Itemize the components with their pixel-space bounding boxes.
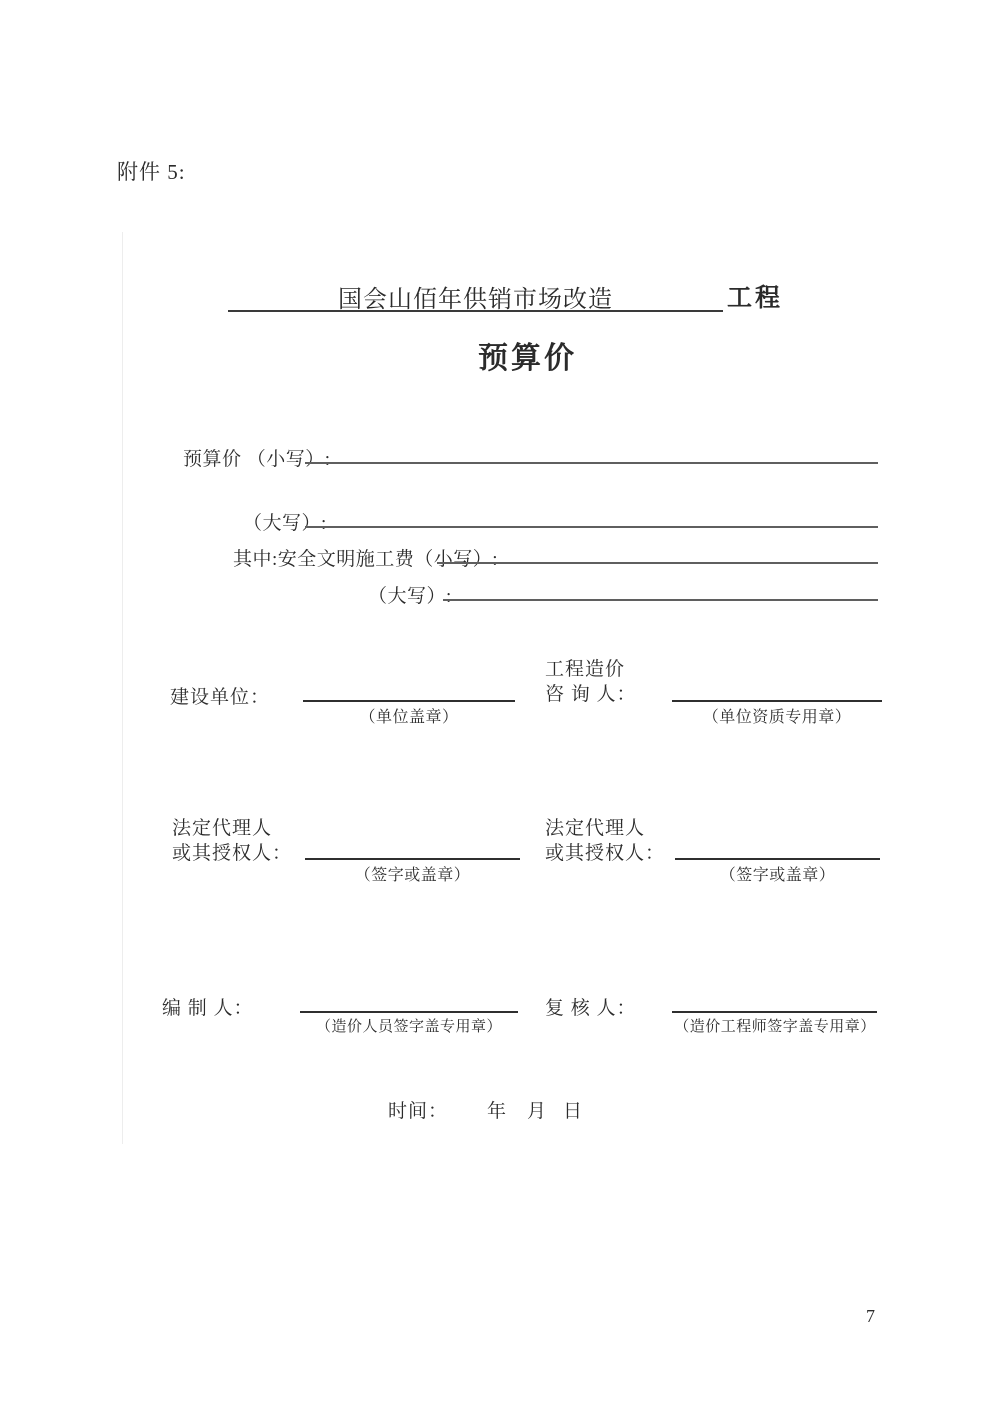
year-unit: 年 bbox=[487, 1101, 508, 1122]
legal-rep-left-caption: （签字或盖章） bbox=[354, 867, 471, 884]
project-name-title: 国会山佰年供销市场改造 bbox=[228, 279, 723, 312]
consultant-signature-line bbox=[672, 700, 882, 702]
day-unit: 日 bbox=[563, 1101, 584, 1122]
builder-signature-line bbox=[303, 700, 515, 702]
attachment-label: 附件 5: bbox=[117, 160, 186, 184]
consultant-caption: （单位资质专用章） bbox=[702, 709, 852, 726]
legal-rep-right-label bbox=[545, 816, 665, 866]
time-label: 时间： bbox=[388, 1101, 449, 1122]
form-subtitle: 预算价 bbox=[478, 342, 577, 375]
builder-caption: （单位盖章） bbox=[359, 709, 459, 726]
budget-price-lowercase-blank bbox=[305, 462, 878, 464]
legal-rep-right-line1: 法定代理人 bbox=[545, 818, 646, 839]
budget-price-uppercase-blank bbox=[305, 526, 878, 528]
builder-label: 建设单位： bbox=[170, 687, 271, 708]
safety-fee-lowercase-label: 其中:安全文明施工费（小写）: bbox=[233, 549, 499, 570]
consultant-label bbox=[545, 657, 637, 707]
legal-rep-right-caption: （签字或盖章） bbox=[719, 867, 836, 884]
form-left-edge bbox=[122, 232, 123, 1144]
title-suffix: 工程 bbox=[727, 285, 784, 312]
reviewer-caption: （造价工程师签字盖专用章） bbox=[674, 1019, 876, 1035]
safety-fee-lowercase-blank bbox=[437, 562, 878, 564]
legal-rep-right-line2: 或其授权人： bbox=[545, 843, 666, 864]
reviewer-signature-line bbox=[672, 1011, 877, 1013]
page-number: 7 bbox=[866, 1306, 875, 1326]
legal-rep-left-signature-line bbox=[305, 858, 520, 860]
legal-rep-left-line1: 法定代理人 bbox=[172, 818, 273, 839]
legal-rep-left-label bbox=[172, 816, 292, 866]
safety-fee-uppercase-blank bbox=[443, 599, 878, 601]
consultant-label-line2: 咨 询 人： bbox=[545, 684, 637, 705]
consultant-label-line1: 工程造价 bbox=[545, 659, 626, 680]
legal-rep-right-signature-line bbox=[675, 858, 880, 860]
preparer-label: 编 制 人： bbox=[162, 998, 254, 1019]
month-unit: 月 bbox=[527, 1101, 548, 1122]
safety-fee-uppercase-label: （大写）: bbox=[368, 586, 452, 607]
legal-rep-left-line2: 或其授权人： bbox=[172, 843, 293, 864]
reviewer-label: 复 核 人： bbox=[545, 998, 637, 1019]
preparer-signature-line bbox=[300, 1011, 518, 1013]
preparer-caption: （造价人员签字盖专用章） bbox=[315, 1019, 502, 1035]
budget-price-lowercase-label: 预算价 （小写）: bbox=[183, 449, 331, 470]
budget-price-uppercase-label: （大写）: bbox=[243, 513, 327, 534]
